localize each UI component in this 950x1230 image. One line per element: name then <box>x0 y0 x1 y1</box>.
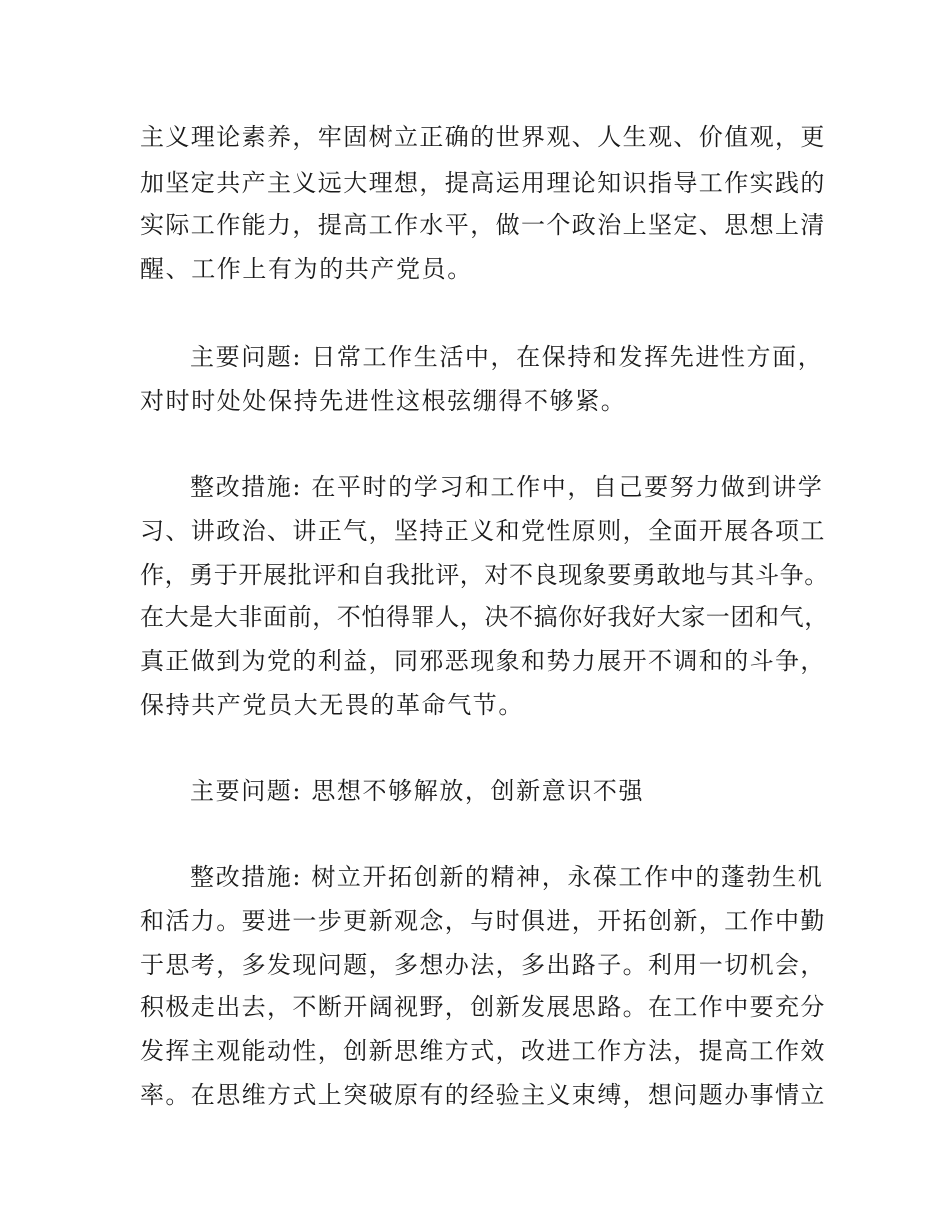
paragraph-1-line-2: 加坚定共产主义远大理想，提高运用理论知识指导工作实践的 <box>140 169 826 197</box>
paragraph-3-line-2: 习、讲政治、讲正气，坚持正义和党性原则，全面开展各项工 <box>140 517 826 545</box>
paragraph-5-line-6: 率。在思维方式上突破原有的经验主义束缚，想问题办事情立 <box>140 1081 826 1109</box>
paragraph-3-line-3: 作，勇于开展批评和自我批评，对不良现象要勇敢地与其斗争。 <box>140 561 829 589</box>
paragraph-5-line-3: 于思考，多发现问题，多想办法，多出路子。利用一切机会， <box>140 951 826 979</box>
paragraph-5-line-1: 整改措施: 树立开拓创新的精神，永葆工作中的蓬勃生机 <box>190 863 824 891</box>
paragraph-3-line-6: 保持共产党员大无畏的革命气节。 <box>140 691 524 719</box>
paragraph-5-line-2: 和活力。要进一步更新观念，与时俱进，开拓创新，工作中勤 <box>140 907 826 935</box>
paragraph-1-line-3: 实际工作能力，提高工作水平，做一个政治上坚定、思想上清 <box>140 211 826 239</box>
paragraph-4-line-1: 主要问题: 思想不够解放，创新意识不强 <box>190 777 645 805</box>
paragraph-5-line-5: 发挥主观能动性，创新思维方式，改进工作方法，提高工作效 <box>140 1037 826 1065</box>
paragraph-1-line-4: 醒、工作上有为的共产党员。 <box>140 255 473 283</box>
paragraph-2-line-1: 主要问题: 日常工作生活中，在保持和发挥先进性方面， <box>190 343 824 371</box>
paragraph-1-line-1: 主义理论素养，牢固树立正确的世界观、人生观、价值观，更 <box>140 123 826 151</box>
paragraph-3-line-1: 整改措施: 在平时的学习和工作中，自己要努力做到讲学 <box>190 473 824 501</box>
paragraph-3-line-5: 真正做到为党的利益，同邪恶现象和势力展开不调和的斗争， <box>140 647 826 675</box>
paragraph-3-line-4: 在大是大非面前，不怕得罪人，决不搞你好我好大家一团和气， <box>140 603 829 631</box>
paragraph-5-line-4: 积极走出去，不断开阔视野，创新发展思路。在工作中要充分 <box>140 993 826 1021</box>
paragraph-2-line-2: 对时时处处保持先进性这根弦绷得不够紧。 <box>140 387 627 415</box>
